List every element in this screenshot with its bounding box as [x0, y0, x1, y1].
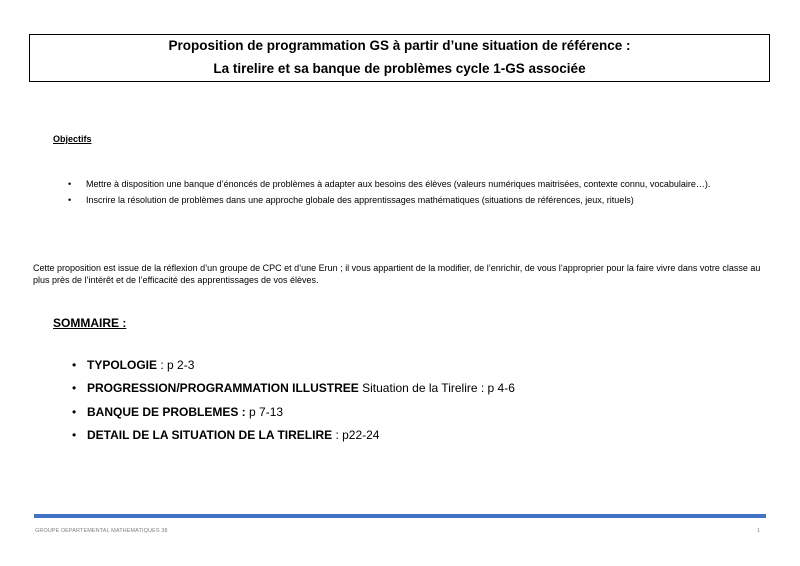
summary-item-pages: : p22-24	[332, 427, 380, 442]
list-item	[72, 427, 515, 450]
title-line-1: Proposition de programmation GS à partir d’une situation de référence :	[168, 38, 631, 53]
summary-item-title: TYPOLOGIE	[87, 358, 158, 372]
summary-item-pages: : p 2-3	[157, 358, 195, 372]
intro-paragraph: Cette proposition est issue de la réflexion d’un groupe de CPC et d’une Erun ; il vous appartient de la modifier, de l’enrichir, de vous l’approprier pour la faire vivre dans votre classe au plus près de l’intérêt et de l’efficacité des apprentissages de vos élèves.	[33, 263, 761, 285]
list-item	[68, 194, 758, 206]
bullet-icon: •	[68, 195, 72, 205]
objective-text: Inscrire la résolution de problèmes dans une approche globale des apprentissages mathématiques (situations de références, jeux, rituels)	[86, 195, 634, 205]
bullet-icon: •	[68, 179, 72, 189]
bullet-icon: •	[72, 381, 77, 396]
summary-item-pages: Situation de la Tirelire : p 4-6	[358, 381, 515, 396]
footer-divider	[34, 514, 766, 518]
list-item	[68, 178, 758, 190]
objective-text: Mettre à disposition une banque d’énoncés de problèmes à adapter aux besoins des élèves (valeurs numériques maitrisées, contexte connu, vocabulaire…).	[86, 179, 711, 189]
summary-list	[72, 357, 515, 450]
title-line-2: La tirelire et sa banque de problèmes cycle 1-GS associée	[213, 61, 586, 76]
page-number: 1	[757, 528, 761, 534]
summary-heading: SOMMAIRE :	[53, 316, 127, 330]
summary-item-title: PROGRESSION/PROGRAMMATION ILLUSTREE	[87, 381, 359, 396]
bullet-icon: •	[72, 427, 77, 442]
footer-organization: GROUPE DEPARTEMENTAL MATHEMATIQUES 38	[35, 528, 168, 534]
objectives-list	[68, 178, 758, 210]
bullet-icon: •	[72, 358, 77, 372]
document-title-box	[29, 34, 770, 82]
list-item	[72, 380, 515, 403]
list-item	[72, 357, 515, 380]
bullet-icon: •	[72, 404, 77, 419]
summary-item-title: BANQUE DE PROBLEMES :	[87, 404, 246, 419]
summary-item-title: DETAIL DE LA SITUATION DE LA TIRELIRE	[87, 427, 333, 442]
list-item	[72, 404, 515, 427]
summary-item-pages: p 7-13	[245, 404, 284, 419]
objectives-heading: Objectifs	[53, 134, 92, 144]
